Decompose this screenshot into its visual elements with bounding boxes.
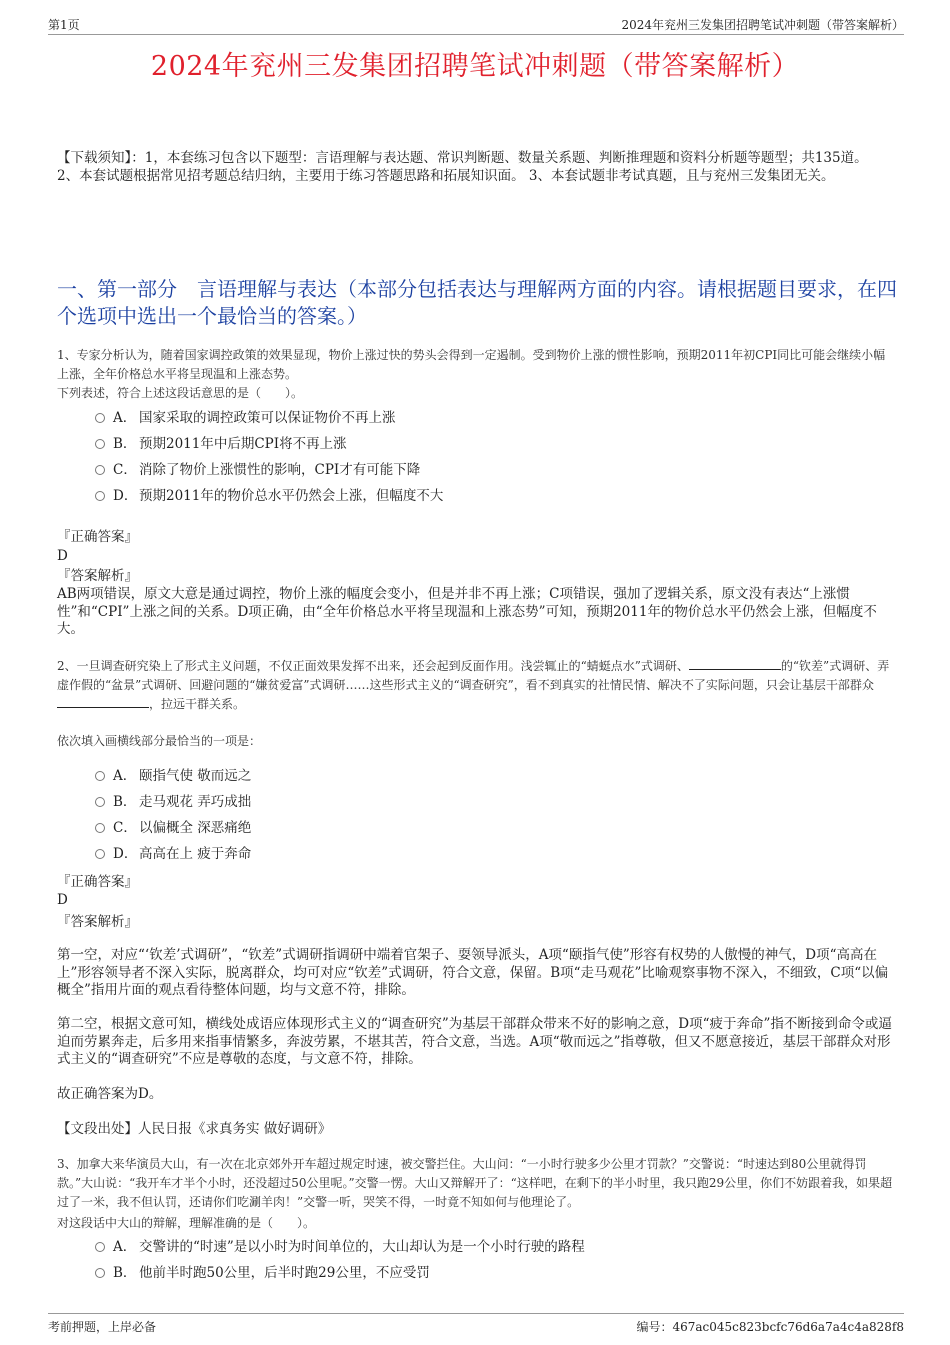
q3-option-a[interactable]: A． 交警讲的“时速”是以小时为时间单位的，大山却认为是一个小时行驶的路程 — [95, 1237, 585, 1257]
q2-ask: 依次填入画横线部分最恰当的一项是： — [57, 734, 262, 748]
radio-icon[interactable] — [95, 491, 105, 501]
q3-option-b[interactable]: B． 他前半时跑50公里，后半时跑29公里，不应受罚 — [95, 1263, 430, 1283]
q3-ask: 对这段话中大山的辩解，理解准确的是（ ）。 — [57, 1216, 316, 1230]
radio-icon[interactable] — [95, 439, 105, 449]
page-header — [48, 14, 904, 35]
radio-icon[interactable] — [95, 849, 105, 859]
q1-analysis: AB两项错误，原文大意是通过调控，物价上涨的幅度会变小，但是并非不再上涨；C项错误，强加了逻辑关系，原文没有表达“上涨惯性”和“CPI”上涨之间的关系。D项正确，由“全年价格总水平将呈现温和上涨态势”可知，预期2011年的物价总水平仍然会上涨，但幅度不大。 — [57, 586, 877, 637]
page-number: 第1页 — [48, 18, 80, 32]
document-title: 2024年兖州三发集团招聘笔试冲刺题（带答案解析） — [150, 51, 800, 82]
q1-option-a[interactable]: A． 国家采取的调控政策可以保证物价不再上涨 — [95, 408, 396, 428]
q2-analysis-label: 『答案解析』 — [57, 914, 138, 930]
download-notice: 【下载须知】：1，本套练习包含以下题型：言语理解与表达题、常识判断题、数量关系题、判断推理题和资料分析题等题型；共135道。 2、本套试题根据常见招考题总结归纳，主要用于练习答题思路和拓展知识面。 3、本套试题非考试真题，且与兖州三发集团无关。 — [57, 150, 868, 184]
radio-icon[interactable] — [95, 771, 105, 781]
q2-answer: D — [57, 892, 68, 908]
radio-icon[interactable] — [95, 797, 105, 807]
fill-blank-1[interactable] — [689, 657, 781, 670]
q2-analysis-paragraph-1: 第一空，对应“‘钦差’式调研”，“钦差”式调研指调研中端着官架子、耍领导派头，A项“颐指气使”形容有权势的人傲慢的神气，D项“高高在上”形容领导者不深入实际，脱离群众，均可对应“钦差”式调研，符合文意，保留。B项“走马观花”比喻观察事物不深入，不细致，C项“以偏概全”指用片面的观点看待整体问题，均与文意不符，排除。 — [57, 947, 889, 998]
q2-source: 【文段出处】人民日报《求真务实 做好调研》 — [57, 1121, 332, 1137]
q1-stem: 1、专家分析认为，随着国家调控政策的效果显现，物价上涨过快的势头会得到一定遏制。受到物价上涨的惯性影响，预期2011年初CPI同比可能会继续小幅上涨，全年价格总水平将呈现温和上涨态势。 — [57, 348, 886, 381]
q2-option-b[interactable]: B． 走马观花 弄巧成拙 — [95, 792, 251, 812]
q1-ask: 下列表述，符合上述这段话意思的是（ ）。 — [57, 386, 304, 400]
q2-answer-label: 『正确答案』 — [57, 874, 138, 890]
footer-serial: 编号：467ac045c823bcfc76d6a7a4c4a828f8 — [636, 1320, 904, 1334]
q1-option-d[interactable]: D． 预期2011年的物价总水平仍然会上涨，但幅度不大 — [95, 486, 443, 506]
radio-icon[interactable] — [95, 465, 105, 475]
q2-option-c[interactable]: C． 以偏概全 深恶痛绝 — [95, 818, 251, 838]
fill-blank-2[interactable] — [57, 695, 149, 708]
section-heading: 一、第一部分 言语理解与表达（本部分包括表达与理解两方面的内容。请根据题目要求，在四个选项中选出一个最恰当的答案。） — [57, 277, 897, 328]
header-doc-title: 2024年兖州三发集团招聘笔试冲刺题（带答案解析） — [621, 18, 904, 32]
radio-icon[interactable] — [95, 1242, 105, 1252]
radio-icon[interactable] — [95, 823, 105, 833]
footer-slogan: 考前押题，上岸必备 — [48, 1320, 157, 1334]
q1-option-b[interactable]: B． 预期2011年中后期CPI将不再上涨 — [95, 434, 347, 454]
q3-stem: 3、加拿大来华演员大山，有一次在北京郊外开车超过规定时速，被交警拦住。大山问：“一小时行驶多少公里才罚款？”交警说：“时速达到80公里就得罚款。”大山说：“我开车才半个小时，还没超过50公里呢。”交警一愣。大山又辩解开了：“这样吧，在剩下的半小时里，我只跑29公里，你们不妨跟着我，如果超过了一米，我不但认罚，还请你们吃涮羊肉！”交警一听，哭笑不得，一时竟不知如何与他理论了。 — [57, 1157, 893, 1209]
q2-analysis-paragraph-2: 第二空，根据文意可知，横线处成语应体现形式主义的“调查研究”为基层干部群众带来不好的影响之意，D项“疲于奔命”指不断接到命令或逼迫而劳累奔走，后多用来指事情繁多，奔波劳累，不堪其苦，符合文意，当选。A项“敬而远之”指尊敬，但又不愿意接近，基层干部群众对形式主义的“调查研究”不应是尊敬的态度，与文意不符，排除。 — [57, 1016, 892, 1067]
page-footer — [48, 1313, 904, 1334]
q1-option-c[interactable]: C． 消除了物价上涨惯性的影响，CPI才有可能下降 — [95, 460, 420, 480]
q2-stem: 2、一旦调查研究染上了形式主义问题，不仅正面效果发挥不出来，还会起到反面作用。浅尝辄止的“蜻蜓点水”式调研、 的“钦差”式调研、弄虚作假的“盆景”式调研、回避问题的“嫌贫爱富”式调研……这些形式主义的“调查研究”，看不到真实的社情民情、解决不了实际问题，只会让基层干部群众，拉远干群关系。 — [57, 659, 890, 711]
q1-analysis-label: 『答案解析』 — [57, 568, 138, 584]
q2-analysis-conclusion: 故正确答案为D。 — [57, 1086, 163, 1102]
q2-option-a[interactable]: A． 颐指气使 敬而远之 — [95, 766, 251, 786]
radio-icon[interactable] — [95, 1268, 105, 1278]
q2-option-d[interactable]: D． 高高在上 疲于奔命 — [95, 844, 251, 864]
q1-answer-label: 『正确答案』 — [57, 529, 138, 545]
radio-icon[interactable] — [95, 413, 105, 423]
q1-answer: D — [57, 548, 68, 564]
